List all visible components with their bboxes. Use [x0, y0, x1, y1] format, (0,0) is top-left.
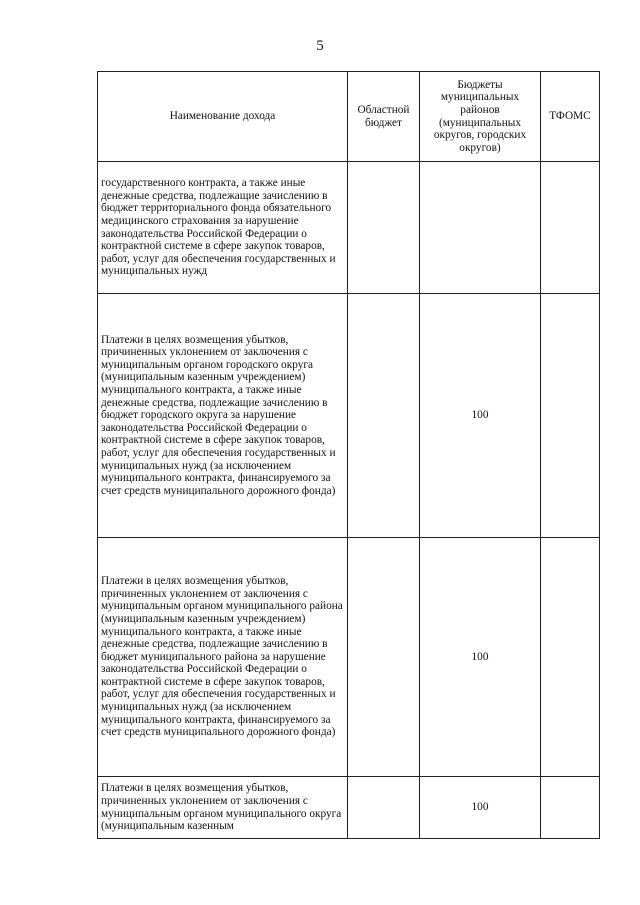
regional-budget-cell — [348, 294, 420, 538]
income-name-cell: государственного контракта, а также иные денежные средства, подлежащие зачислению в бюджет территориального фонда обязательного медицинского страхования за нарушение законодательства Российской Федерации о контрактной системе в сфере закупок товаров, работ, услуг для обеспечения государственных и муниципальных нужд — [98, 162, 348, 294]
income-name-cell: Платежи в целях возмещения убытков, причиненных уклонением от заключения с муниципальным органом муниципального района (муниципальным казенным учреждением) муниципального контракта, а также иные денежные средства, подлежащие зачислению в бюджет муниципального района за нарушение законодательства Российской Федерации о контрактной системе в сфере закупок товаров, работ, услуг для обеспечения государственных и муниципальных нужд (за исключением муниципального контракта, финансируемого за счет средств муниципального дорожного фонда) — [98, 538, 348, 777]
regional-budget-cell — [348, 777, 420, 839]
municipal-budget-cell: 100 — [420, 294, 541, 538]
header-income-name: Наименование дохода — [98, 72, 348, 162]
tfoms-cell — [541, 162, 600, 294]
table-row — [98, 162, 600, 294]
header-regional-budget: Областной бюджет — [348, 72, 420, 162]
regional-budget-cell — [348, 538, 420, 777]
page-number: 5 — [316, 38, 324, 54]
table-row — [98, 538, 600, 777]
municipal-budget-cell: 100 — [420, 777, 541, 839]
header-municipal-budgets: Бюджеты муниципальных районов (муниципальных округов, городских округов) — [420, 72, 541, 162]
municipal-budget-cell — [420, 162, 541, 294]
income-name-cell: Платежи в целях возмещения убытков, причиненных уклонением от заключения с муниципальным органом муниципального округа (муниципальным казенным — [98, 777, 348, 839]
table-row — [98, 777, 600, 839]
municipal-budget-cell: 100 — [420, 538, 541, 777]
tfoms-cell — [541, 538, 600, 777]
income-distribution-table — [97, 71, 600, 839]
header-tfoms: ТФОМС — [541, 72, 600, 162]
tfoms-cell — [541, 294, 600, 538]
regional-budget-cell — [348, 162, 420, 294]
table-row — [98, 294, 600, 538]
table-header-row — [98, 72, 600, 162]
income-name-cell: Платежи в целях возмещения убытков, причиненных уклонением от заключения с муниципальным органом городского округа (муниципальным казенным учреждением) муниципального контракта, а также иные денежные средства, подлежащие зачислению в бюджет городского округа за нарушение законодательства Российской Федерации о контрактной системе в сфере закупок товаров, работ, услуг для обеспечения государственных и муниципальных нужд (за исключением муниципального контракта, финансируемого за счет средств муниципального дорожного фонда) — [98, 294, 348, 538]
tfoms-cell — [541, 777, 600, 839]
